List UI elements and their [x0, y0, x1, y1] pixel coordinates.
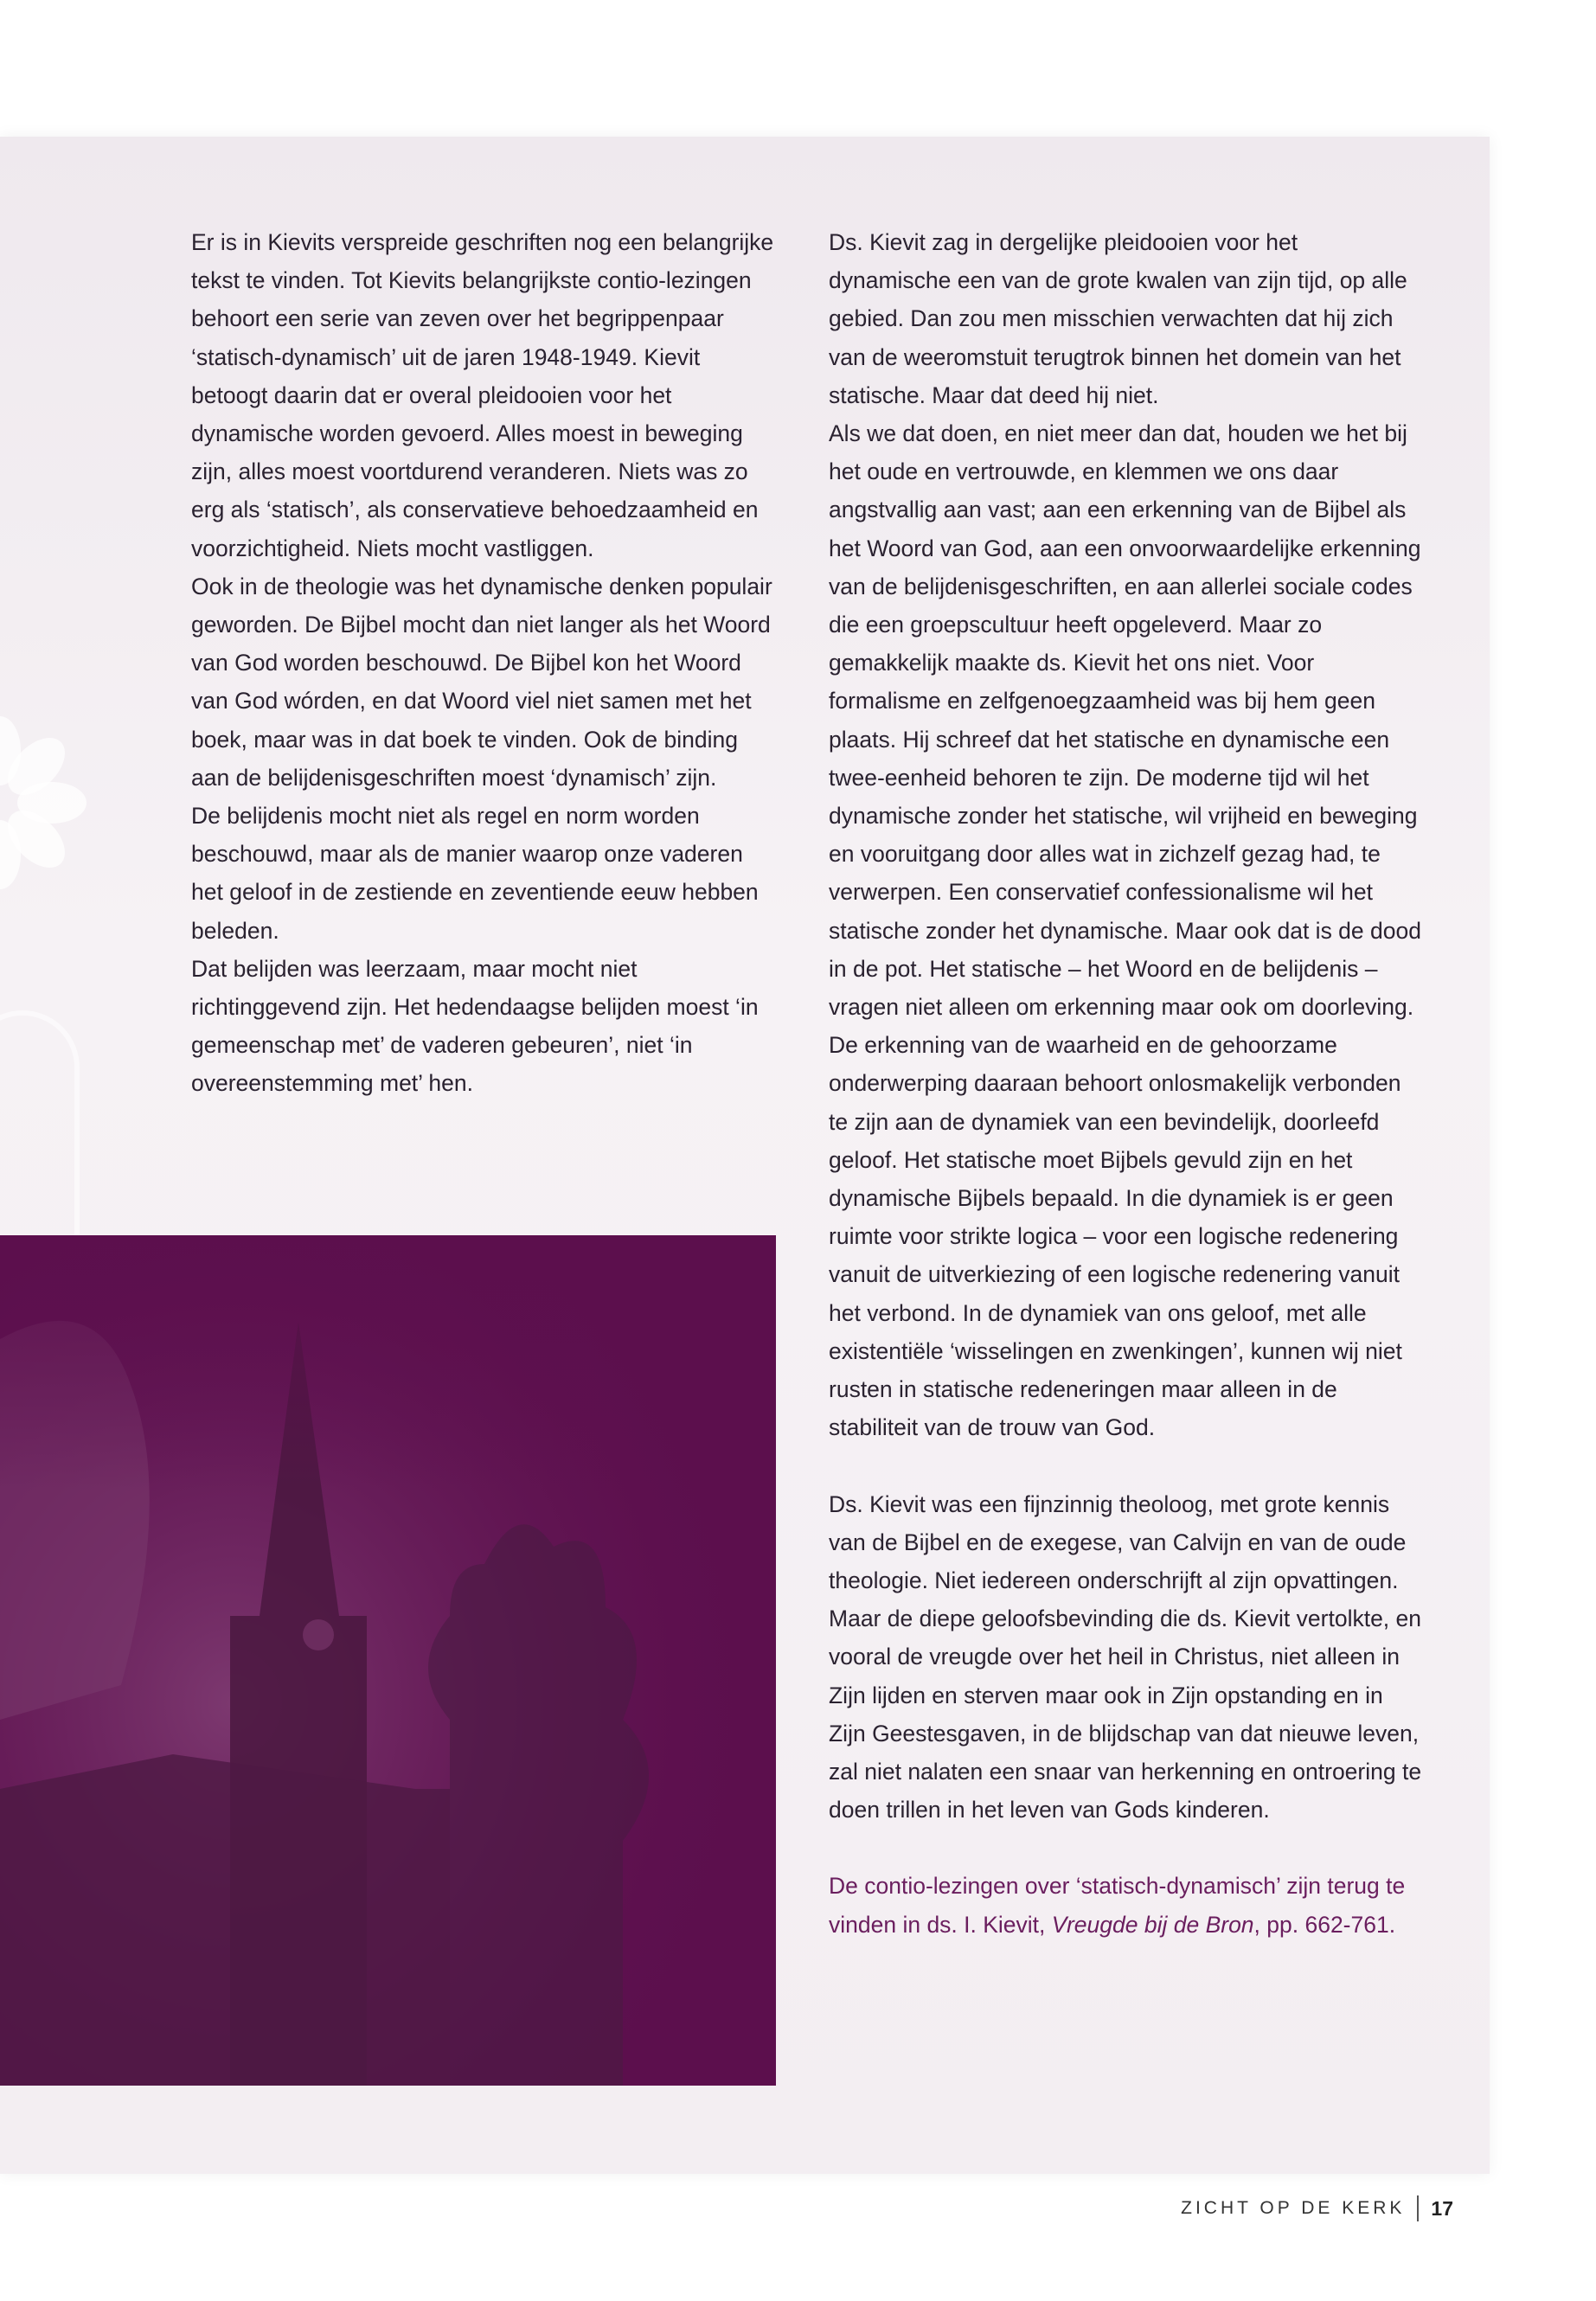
right-text-column — [829, 223, 1426, 1944]
paragraph: Er is in Kievits verspreide geschriften nog een belangrijke tekst te vinden. Tot Kievits belangrijkste contio-lezingen behoort een serie van zeven over het begrippenpaar ‘statisch-dynamisch’ uit de jaren 1948-1949. Kievit betoogt daarin dat er overal pleidooien voor het dynamische worden gevoerd. Alles moest in beweging zijn, alles moest voortdurend veranderen. Niets was zo erg als ‘statisch’, als conservatieve behoedzaamheid en voorzichtigheid. Niets mocht vastliggen. — [191, 229, 774, 561]
church-tower-illustration — [0, 1235, 776, 2086]
page-footer — [1181, 2195, 1453, 2221]
book-title: Vreugde bij de Bron — [1051, 1911, 1254, 1938]
church-tower-photo — [0, 1235, 776, 2086]
background-window-decoration — [0, 621, 156, 1071]
credit-pages: , pp. 662-761. — [1253, 1911, 1396, 1938]
paragraph: Ds. Kievit was een fijnzinnig theoloog, met grote kennis van de Bijbel en de exegese, van Calvijn en van de oude theologie. Niet iedereen onderschrijft al zijn opvattingen. Maar de diepe geloofsbevinding die ds. Kievit vertolkte, en vooral de vreugde over het heil in Christus, niet alleen in Zijn lijden en sterven maar ook in Zijn opstanding en in Zijn Geestesgaven, in de blijdschap van dat nieuwe leven, zal niet nalaten een snaar van herkenning en ontroering te doen trillen in het leven van Gods kinderen. — [829, 1490, 1422, 1823]
paragraph: Als we dat doen, en niet meer dan dat, houden we het bij het oude en vertrouwde, en klemmen we ons daar angstvallig aan vast; aan een erkenning van de Bijbel als het Woord van God, aan een onvoorwaardelijke erkenning van de belijdenisgeschriften, en aan allerlei sociale codes die een groepscultuur heeft opgeleverd. Maar zo gemakkelijk maakte ds. Kievit het ons niet. Voor formalisme en zelfgenoegzaamheid was bij hem geen plaats. Hij schreef dat het statische en dynamische een twee-eenheid behoren te zijn. De moderne tijd wil het dynamische zonder het statische, wil vrijheid en beweging en vooruitgang door alles wat in zichzelf gezag had, te verwerpen. Een conservatief confessionalisme wil het statische zonder het dynamische. Maar ook dat is de dood in de pot. Het statische – het Woord en de belijdenis – vragen niet alleen om erkenning maar ook om doorleving. De erkenning van de waarheid en de gehoorzame onderwerping daaraan behoort onlosmakelijk verbonden te zijn aan de dynamiek van een bevindelijk, doorleefd geloof. Het statische moet Bijbels gevuld zijn en het dynamische Bijbels bepaald. In die dynamiek is er geen ruimte voor strikte logica – voor een logische redenering vanuit de uitverkiezing of een logische redenering vanuit het verbond. In de dynamiek van ons geloof, met alle existentiële ‘wisselingen en zwenkingen’, kunnen wij niet rusten in statische redeneringen maar alleen in de stabiliteit van de trouw van God. — [829, 420, 1421, 1441]
left-text-column — [191, 223, 779, 1103]
credit-text: De contio-lezingen over ‘statisch-dynamisch’ zijn terug te vinden in ds. I. Kievit, — [829, 1873, 1406, 1938]
source-credit — [829, 1867, 1426, 1943]
footer-divider — [1417, 2195, 1419, 2221]
paragraph: Ds. Kievit zag in dergelijke pleidooien voor het dynamische een van de grote kwalen van zijn tijd, op alle gebied. Dan zou men misschien verwachten dat hij zich van de weeromstuit terugtrok binnen het domein van het statische. Maar dat deed hij niet. — [829, 229, 1407, 408]
paragraph-spacer — [829, 1829, 1426, 1867]
paragraph-spacer — [829, 1447, 1426, 1485]
paragraph: Dat belijden was leerzaam, maar mocht niet richtinggevend zijn. Het hedendaagse belijden moest ‘in gemeenschap met’ de vaderen gebeuren’, niet ‘in overeenstemming met’ hen. — [191, 955, 759, 1097]
paragraph: De belijdenis mocht niet als regel en norm worden beschouwd, maar als de manier waarop onze vaderen het geloof in de zestiende en zeventiende eeuw hebben beleden. — [191, 803, 759, 944]
page-number: 17 — [1431, 2196, 1453, 2220]
magazine-title: ZICHT OP DE KERK — [1181, 2198, 1406, 2218]
paragraph: Ook in de theologie was het dynamische denken populair geworden. De Bijbel mocht dan niet langer als het Woord van God worden beschouwd. De Bijbel kon het Woord van God wórden, en dat Woord viel niet samen met het boek, maar was in dat boek te vinden. Ook de binding aan de belijdenisgeschriften moest ‘dynamisch’ zijn. — [191, 573, 772, 791]
